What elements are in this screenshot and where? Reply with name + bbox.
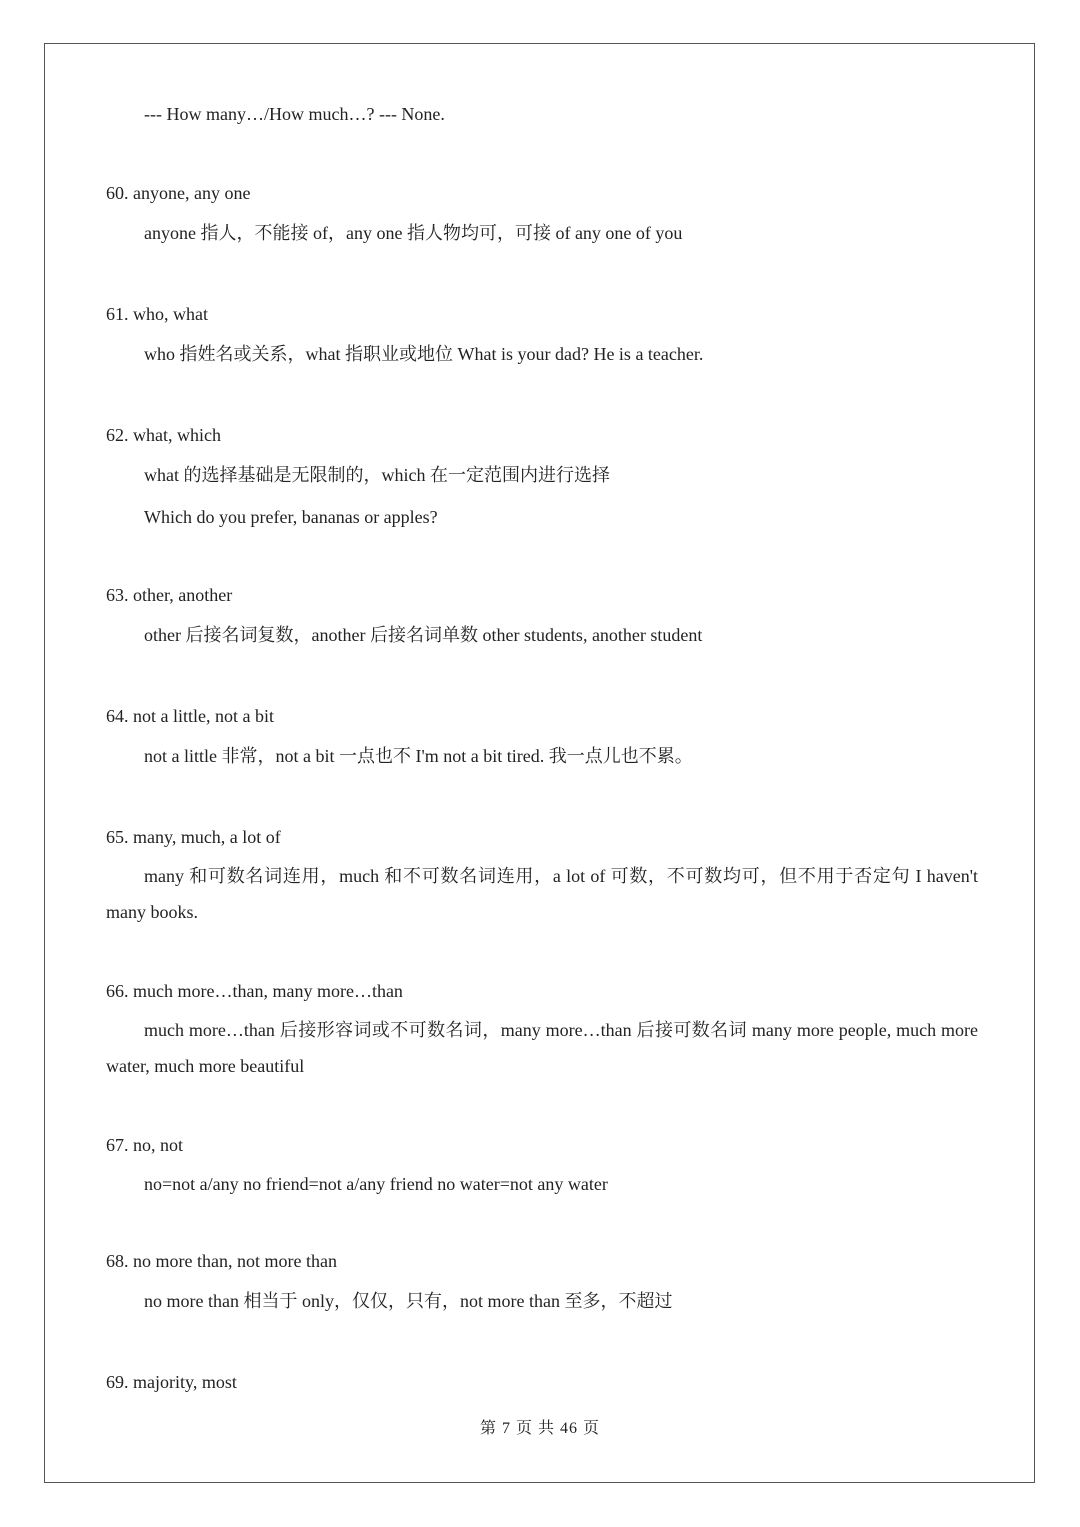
item-68-line-1: no more than 相当于 only，仅仅，只有，not more than 至多，不超过	[144, 1291, 673, 1311]
item-61-line-1: who 指姓名或关系，what 指职业或地位 What is your dad? He is a teacher.	[144, 344, 704, 364]
item-61-heading: 61. who, what	[106, 304, 208, 324]
item-62-heading: 62. what, which	[106, 425, 221, 445]
intro-line: --- How many…/How much…? --- None.	[144, 104, 445, 124]
item-65-heading: 65. many, much, a lot of	[106, 827, 281, 847]
item-65-paragraph: many 和可数名词连用，much 和不可数名词连用，a lot of 可数，不可数均可，但不用于否定句 I haven't many books.	[106, 866, 978, 922]
item-62-line-1: what 的选择基础是无限制的，which 在一定范围内进行选择	[144, 465, 610, 485]
item-67-line-1: no=not a/any no friend=not a/any friend no water=not any water	[144, 1174, 608, 1194]
item-67-heading: 67. no, not	[106, 1135, 184, 1155]
item-63-line-1: other 后接名词复数，another 后接名词单数 other students, another student	[144, 625, 703, 645]
item-66-paragraph: much more…than 后接形容词或不可数名词，many more…than 后接可数名词 many more people, much more water, much more beautiful	[106, 1020, 978, 1076]
page-number-footer: 第 7 页 共 46 页	[479, 1420, 600, 1437]
item-64-line-1: not a little 非常，not a bit 一点也不 I'm not a bit tired. 我一点儿也不累。	[144, 746, 693, 766]
item-60-line-1: anyone 指人，不能接 of，any one 指人物均可，可接 of any one of you	[144, 223, 683, 243]
item-69-heading: 69. majority, most	[106, 1372, 237, 1392]
item-68-heading: 68. no more than, not more than	[106, 1251, 337, 1271]
item-64-heading: 64. not a little, not a bit	[106, 706, 274, 726]
item-60-heading: 60. anyone, any one	[106, 183, 251, 203]
item-66-heading: 66. much more…than, many more…than	[106, 981, 403, 1001]
item-62-line-2: Which do you prefer, bananas or apples?	[144, 507, 438, 527]
item-63-heading: 63. other, another	[106, 585, 233, 605]
